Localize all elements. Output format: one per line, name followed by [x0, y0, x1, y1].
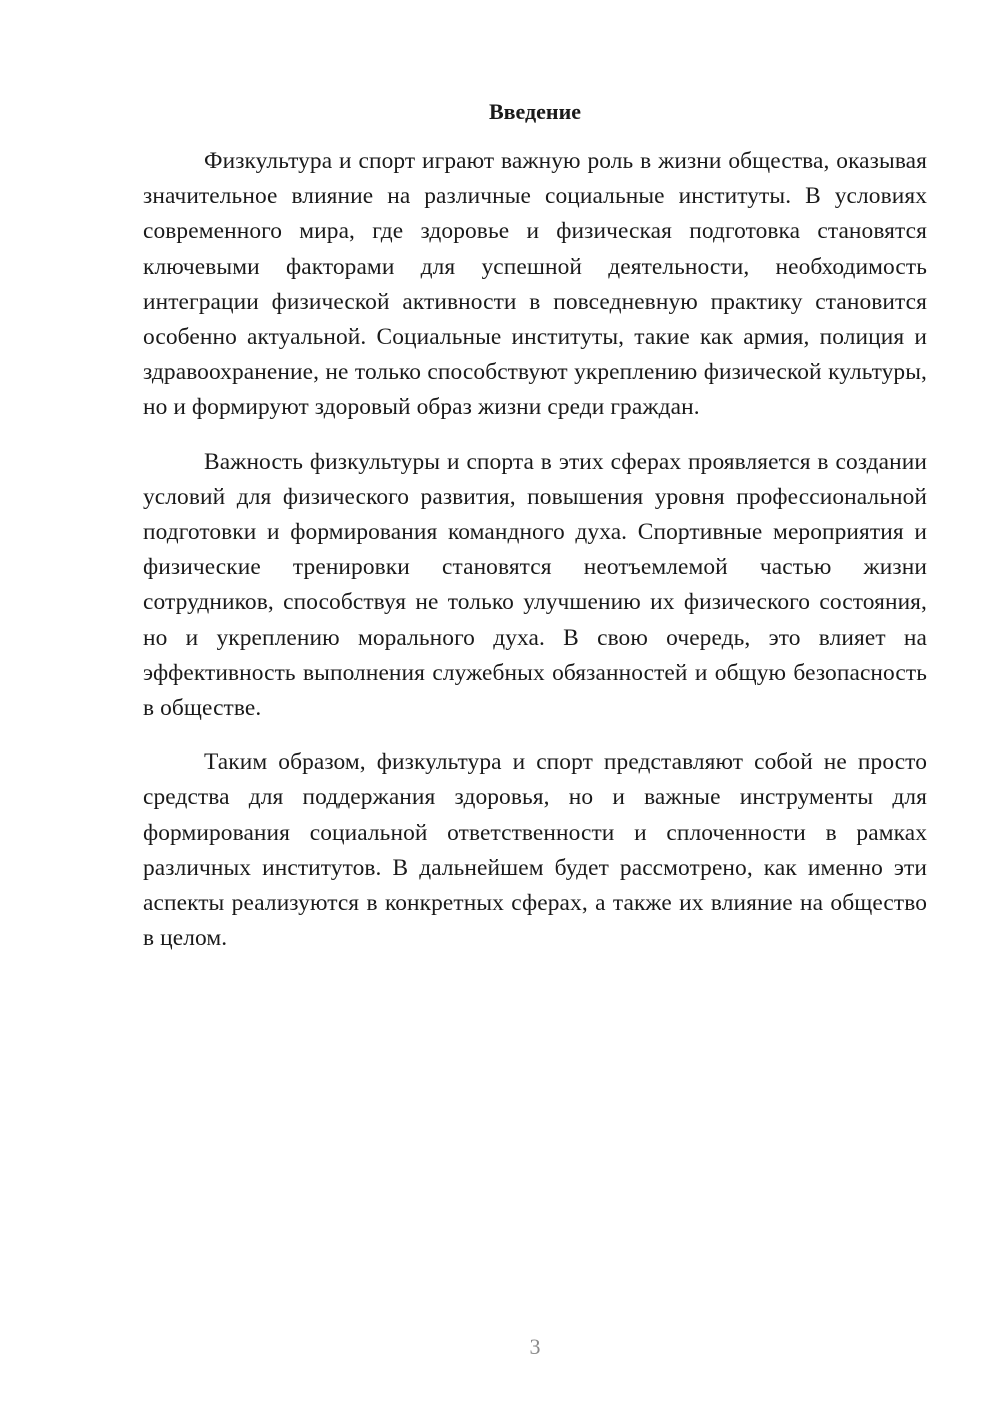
paragraph-2: Важность физкультуры и спорта в этих сферах проявляется в создании условий для физического развития, повышения уровня профессиональной подготовки и формирования командного духа. Спортивные мероприятия и физические тренировки становятся неотъемлемой частью жизни сотрудников, способствуя не только улучшению их физического состояния, но и укреплению морального духа. В свою очередь, это влияет на эффективность выполнения служебных обязанностей и общую безопасность в обществе. [143, 448, 927, 722]
section-heading: Введение [488, 99, 582, 124]
paragraph-3: Таким образом, физкультура и спорт представляют собой не просто средства для поддержания здоровья, но и важные инструменты для формирования социальной ответственности и сплоченности в рамках различных институтов. В дальнейшем будет рассмотрено, как именно эти аспекты реализуются в конкретных сферах, а также их влияние на общество в целом. [143, 749, 927, 952]
page-number: 3 [529, 1334, 541, 1359]
body-text [143, 144, 927, 975]
paragraph-1: Физкультура и спорт играют важную роль в жизни общества, оказывая значительное влияние на различные социальные институты. В условиях современного мира, где здоровье и физическая подготовка становятся ключевыми факторами для успешной деятельности, необходимость интеграции физической активности в повседневную практику становится особенно актуальной. Социальные институты, такие как армия, полиция и здравоохранение, не только способствуют укреплению физической культуры, но и формируют здоровый образ жизни среди граждан. [143, 148, 927, 421]
